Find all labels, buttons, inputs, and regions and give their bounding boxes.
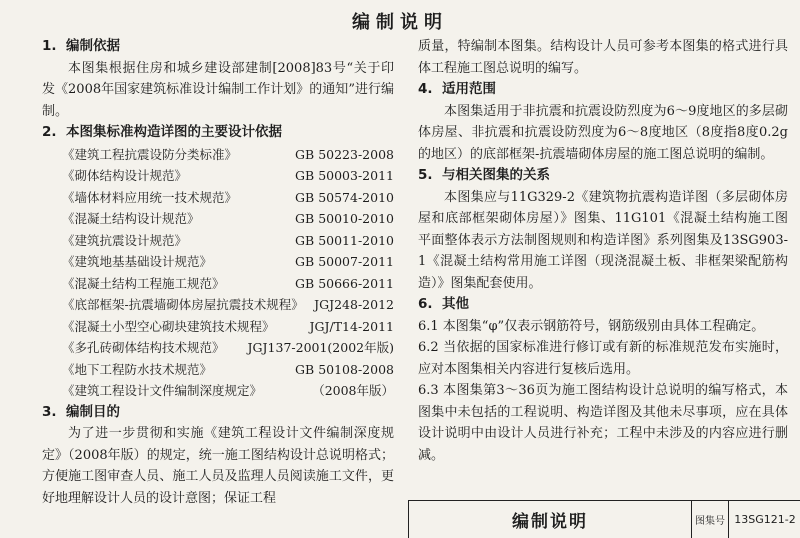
standard-name: 《多孔砖砌体结构技术规范》 [62, 340, 225, 355]
standard-code: JGJ248-2012 [314, 297, 394, 312]
title-block [408, 500, 800, 538]
standard-code: GB 50003-2011 [295, 168, 394, 183]
section-heading [418, 165, 788, 187]
standard-code: JGJ137-2001(2002年版) [247, 340, 394, 355]
title-block-atlas-number: 13SG121-2 [734, 513, 796, 526]
standard-code: GB 50666-2011 [295, 275, 394, 291]
section-title: 适用范围 [442, 81, 496, 97]
standard-code: GB 50574-2010 [295, 189, 394, 205]
paragraph: 本图集根据住房和城乡建设部建制[2008]83号“关于印发《2008年国家建筑标准设计编制工作计划》的通知”进行编制。 [42, 60, 394, 119]
standard-name: 《建筑抗震设计规范》 [62, 232, 188, 248]
standard-reference [42, 294, 394, 316]
standard-reference [42, 380, 394, 402]
standard-reference [42, 230, 394, 252]
standard-name: 《砌体结构设计规范》 [62, 168, 188, 183]
section-number: 5. [418, 167, 433, 183]
paragraph: 本图集应与11G329-2《建筑物抗震构造详图（多层砌体房屋和底部框架砌体房屋）》图集、11G101《混凝土结构施工图平面整体表示方法制图规则和构造详图》系列图集及13SG903-1《混凝土结构常用施工详图（现浇混凝土板、非框架梁配筋构造）》图集配套使用。 [418, 189, 788, 291]
paragraph: 6.1 本图集“φ”仅表示钢筋符号，钢筋级别由具体工程确定。 [418, 318, 765, 334]
section-number: 1. [42, 38, 57, 54]
standard-name: 《建筑工程设计文件编制深度规定》 [62, 383, 263, 398]
standard-code: GB 50007-2011 [295, 254, 394, 269]
section-number: 4. [418, 81, 433, 97]
right-column [418, 36, 788, 466]
section-title: 其他 [442, 296, 469, 312]
section-number: 6. [418, 296, 433, 312]
standard-name: 《混凝土小型空心砌块建筑技术规程》 [62, 318, 275, 334]
standard-name: 《墙体材料应用统一技术规范》 [62, 189, 238, 205]
standard-code: GB 50011-2010 [295, 232, 394, 248]
standard-name: 《建筑地基基础设计规范》 [62, 254, 213, 269]
standard-name: 《混凝土结构工程施工规范》 [62, 275, 225, 291]
section-heading [42, 36, 394, 58]
section-title: 与相关图集的关系 [442, 167, 550, 183]
section-heading [418, 79, 788, 101]
standard-reference [42, 316, 394, 338]
standard-name: 《建筑工程抗震设防分类标准》 [62, 146, 238, 162]
title-block-atlas-label: 图集号 [692, 501, 729, 538]
standard-reference [42, 144, 394, 166]
standard-code: GB 50108-2008 [295, 361, 394, 377]
paragraph: 6.2 当依据的国家标准进行修订或有新的标准规范发布实施时，应对本图集相关内容进行复核后选用。 [418, 340, 788, 377]
standard-name: 《底部框架-抗震墙砌体房屋抗震技术规程》 [62, 297, 304, 312]
section-number: 2. [42, 124, 57, 140]
left-column [42, 36, 394, 509]
paragraph: 为了进一步贯彻和实施《建筑工程设计文件编制深度规定》（2008年版）的规定，统一施工图结构设计总说明格式；方便施工图审查人员、施工人员及监理人员阅读施工文件，更好地理解设计人员的设计意图；保证工程 [42, 426, 394, 506]
paragraph: 质量，特编制本图集。结构设计人员可参考本图集的格式进行具体工程施工图总说明的编写。 [418, 39, 788, 76]
standard-reference [42, 187, 394, 209]
paragraph: 6.3 本图集第3～36页为施工图结构设计总说明的编写格式，本图集中未包括的工程说明、构造详图及其他未尽事项，应在具体设计说明中由设计人员进行补充；工程中未涉及的内容应进行删减。 [418, 383, 788, 463]
standard-reference [42, 359, 394, 381]
section-title: 本图集标准构造详图的主要设计依据 [66, 124, 282, 140]
page-title: 编制说明 [352, 12, 448, 33]
standard-reference [42, 251, 394, 273]
standard-name: 《地下工程防水技术规范》 [62, 361, 213, 377]
section-number: 3. [42, 403, 57, 420]
standard-reference [42, 337, 394, 359]
section-heading [418, 294, 788, 316]
standard-reference [42, 273, 394, 295]
standard-reference [42, 165, 394, 187]
section-title: 编制目的 [66, 403, 120, 420]
standard-code: GB 50010-2010 [295, 211, 394, 226]
standard-code: （2008年版） [312, 383, 394, 398]
section-heading [42, 122, 394, 144]
paragraph: 本图集适用于非抗震和抗震设防烈度为6～9度地区的多层砌体房屋、非抗震和抗震设防烈度为6～8度地区（8度指8度0.2g的地区）的底部框架-抗震墙砌体房屋的施工图总说明的编制。 [418, 103, 788, 162]
standard-reference [42, 208, 394, 230]
standard-code: GB 50223-2008 [295, 146, 394, 162]
title-block-name: 编制说明 [409, 501, 692, 538]
section-heading [42, 402, 394, 424]
section-title: 编制依据 [66, 38, 120, 54]
standard-code: JGJ/T14-2011 [309, 318, 394, 334]
standard-name: 《混凝土结构设计规范》 [62, 211, 200, 226]
